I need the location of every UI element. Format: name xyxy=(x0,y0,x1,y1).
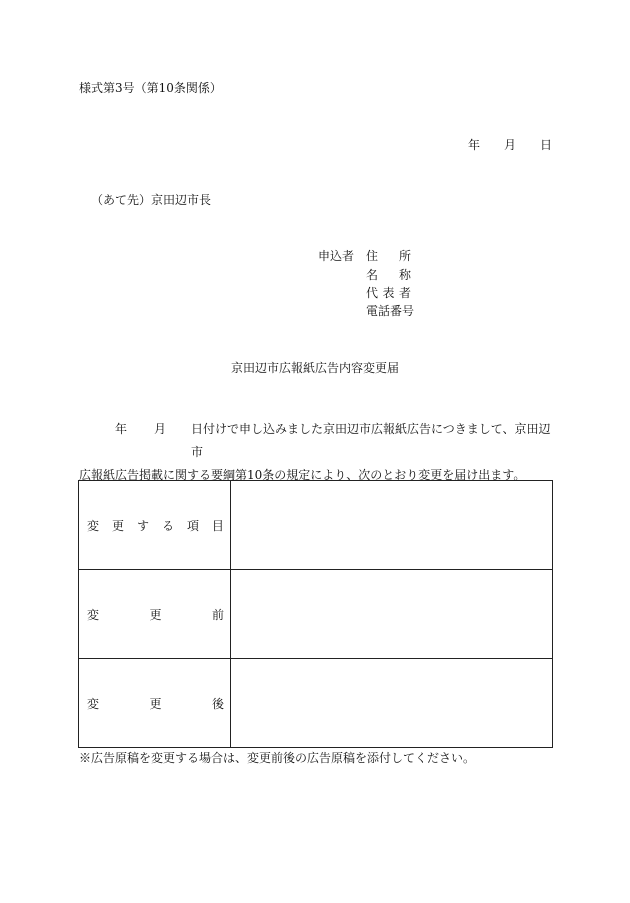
body-month: 月 xyxy=(154,422,167,436)
row-label-cell xyxy=(79,481,231,570)
change-item-value[interactable] xyxy=(231,481,553,570)
addressee: （あて先）京田辺市長 xyxy=(91,193,212,207)
form-number: 様式第3号（第10条関係） xyxy=(79,81,222,95)
change-table xyxy=(78,480,553,748)
body-text xyxy=(79,418,552,487)
attachment-note: ※広告原稿を変更する場合は、変更前後の広告原稿を添付してください。 xyxy=(79,751,476,765)
phone-label: 電話番号 xyxy=(366,304,415,318)
representative-label: 代 表 者 xyxy=(366,286,411,300)
date-year: 年 xyxy=(468,138,481,152)
table-row xyxy=(79,659,553,748)
table-row xyxy=(79,481,553,570)
before-change-value[interactable] xyxy=(231,570,553,659)
before-change-label: 変 更 前 xyxy=(87,607,224,622)
after-change-value[interactable] xyxy=(231,659,553,748)
body-line1: 日付けで申し込みました京田辺市広報紙広告につきまして、京田辺市 xyxy=(191,422,551,459)
change-item-label: 変 更 す る 項 目 xyxy=(87,518,224,533)
row-label-cell xyxy=(79,659,231,748)
after-change-label: 変 更 後 xyxy=(87,696,224,711)
date-month: 月 xyxy=(503,138,516,152)
name-label: 名 称 xyxy=(366,268,411,282)
body-line2: 広報紙広告掲載に関する要綱第10条の規定により、次のとおり変更を届け出ます。 xyxy=(79,468,526,482)
address-label: 住 所 xyxy=(366,249,411,263)
body-year: 年 xyxy=(115,422,128,436)
table-row xyxy=(79,570,553,659)
date-day: 日 xyxy=(539,138,552,152)
applicant-heading: 申込者 xyxy=(318,249,355,263)
document-title: 京田辺市広報紙広告内容変更届 xyxy=(230,361,399,375)
row-label-cell xyxy=(79,570,231,659)
date-line xyxy=(468,138,552,152)
